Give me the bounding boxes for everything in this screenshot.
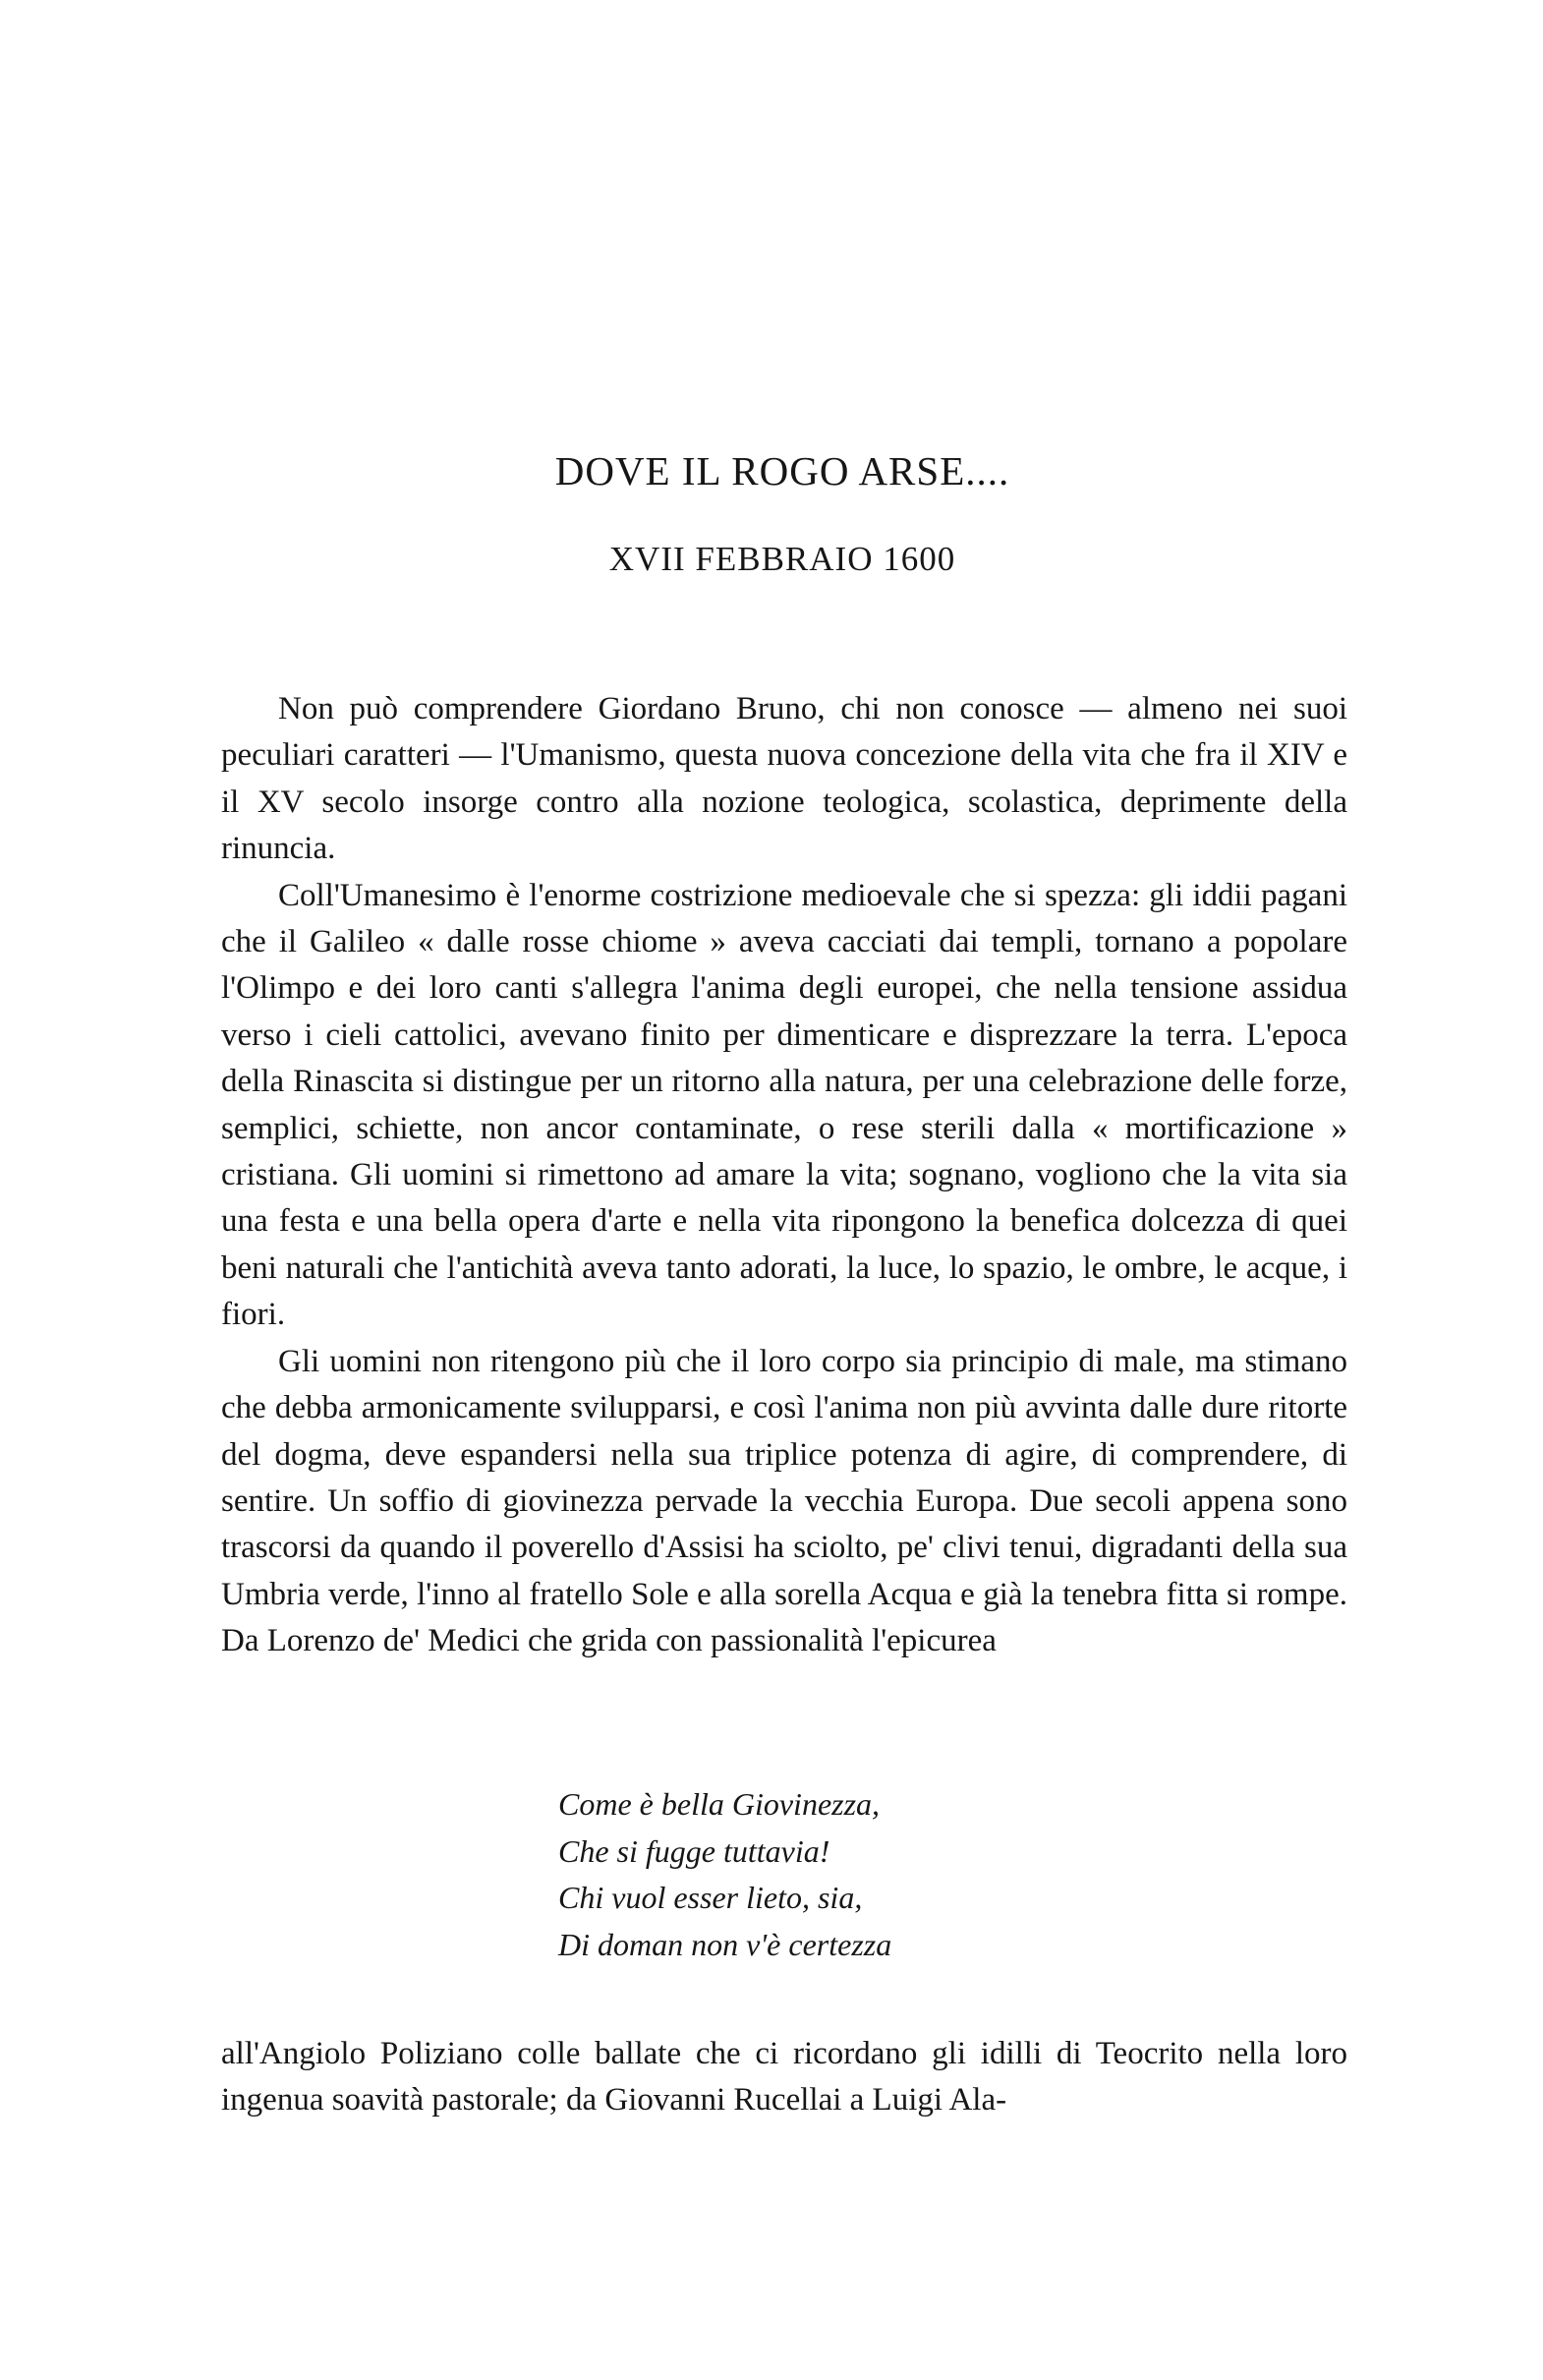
paragraph-2: Coll'Umanesimo è l'enorme costrizione medioevale che si spezza: gli iddii pagani che il Galileo « dalle rosse chiome » aveva cacciati dai templi, tornano a popolare l'Olimpo e dei loro canti s'allegra l'anima degli europei, che nella tensione assidua verso i cieli cattolici, avevano finito per dimenticare e disprezzare la terra. L'epoca della Rinascita si distingue per un ritorno alla natura, per una celebrazione delle forze, semplici, schiette, non ancor contaminate, o rese sterili dalla « mortificazione » cristiana. Gli uomini si rimettono ad amare la vita; sognano, vogliono che la vita sia una festa e una bella opera d'arte e nella vita ripongono la benefica dolcezza di quei beni naturali che l'antichità aveva tanto adorati, la luce, lo spazio, le ombre, le acque, i fiori. xyxy=(221,877,1347,1333)
paragraph-continuation: all'Angiolo Poliziano colle ballate che ci ricordano gli idilli di Teocrito nella loro ingenua soavità pastorale; da Giovanni Rucellai a Luigi Ala- xyxy=(221,2036,1347,2119)
poem-line: Che si fugge tuttavia! xyxy=(558,1832,830,1869)
body-text xyxy=(221,686,1347,1665)
continuation-text xyxy=(221,2031,1347,2124)
chapter-date: XVII FEBBRAIO 1600 xyxy=(608,540,956,578)
paragraph-1: Non può comprendere Giordano Bruno, chi non conosce — almeno nei suoi peculiari caratteri — l'Umanismo, questa nuova concezione della vita che fra il XIV e il XV secolo insorge contro alla nozione teologica, scolastica, deprimente della rinuncia. xyxy=(221,691,1347,867)
poem-quote xyxy=(558,1781,891,1968)
chapter-title: DOVE IL ROGO ARSE.... xyxy=(554,448,1010,493)
poem-line: Di doman non v'è certezza xyxy=(558,1926,892,1962)
paragraph-3: Gli uomini non ritengono più che il loro corpo sia principio di male, ma stimano che debba armonicamente svilupparsi, e così l'anima non più avvinta dalle dure ritorte del dogma, deve espandersi nella sua triplice potenza di agire, di comprendere, di sentire. Un soffio di giovinezza pervade la vecchia Europa. Due secoli appena sono trascorsi da quando il poverello d'Assisi ha sciolto, pe' clivi tenui, digradanti della sua Umbria verde, l'inno al fratello Sole e alla sorella Acqua e già la tenebra fitta si rompe. Da Lorenzo de' Medici che grida con passionalità l'epicurea xyxy=(221,1343,1347,1659)
poem-line: Chi vuol esser lieto, sia, xyxy=(558,1880,863,1916)
poem-line: Come è bella Giovinezza, xyxy=(558,1786,881,1822)
